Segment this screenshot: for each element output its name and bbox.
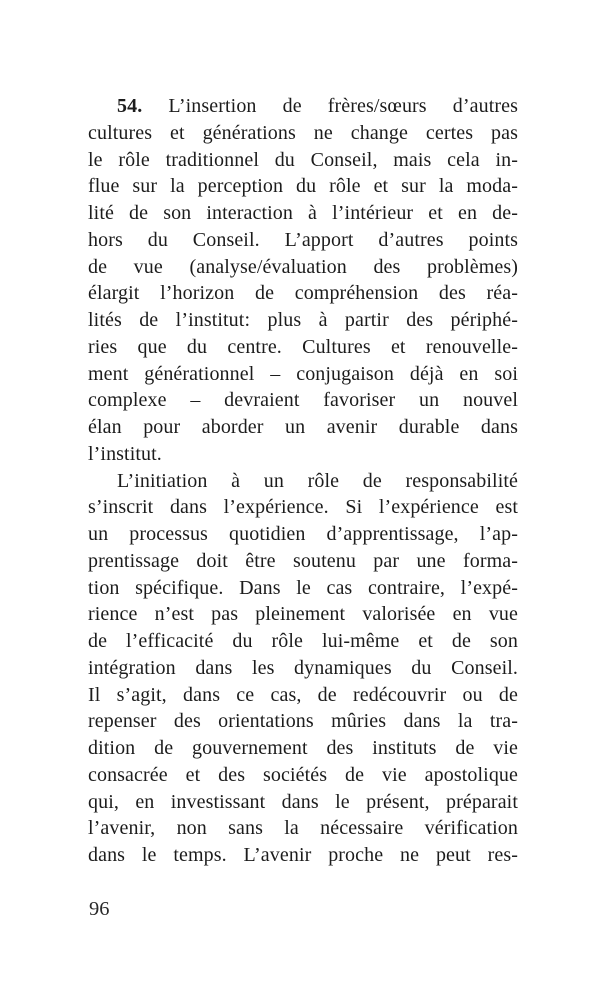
text-line: hors du Conseil. L’apport d’autres points — [88, 228, 518, 251]
text-line: l’institut. — [88, 442, 162, 465]
text-line: ment générationnel – conjugaison déjà en soi — [88, 362, 518, 385]
text-line: Il s’agit, dans ce cas, de redécouvrir ou de — [88, 683, 518, 706]
text-line: prentissage doit être soutenu par une forma- — [88, 549, 518, 572]
text-line: s’inscrit dans l’expérience. Si l’expérience est — [88, 496, 518, 519]
paragraph-initiation — [88, 468, 518, 869]
text-line: le rôle traditionnel du Conseil, mais cela in- — [88, 148, 518, 171]
text-line: de l’efficacité du rôle lui-même et de son — [88, 630, 518, 652]
text-line: repenser des orientations mûries dans la tra- — [88, 710, 518, 733]
text-line: L’initiation à un rôle de responsabilité — [117, 469, 518, 492]
text-line: dans le temps. L’avenir proche ne peut res- — [88, 844, 518, 866]
paragraph-number: 54. — [117, 95, 143, 117]
text-line: rience n’est pas pleinement valorisée en vue — [88, 603, 518, 626]
text-line-fragment: L’insertion de frères/sœurs d’autres — [142, 95, 518, 117]
paragraph-54 — [88, 93, 518, 468]
text-line: un processus quotidien d’apprentissage, l’ap- — [88, 523, 518, 545]
text-line: cultures et générations ne change certes pas — [88, 121, 518, 144]
text-line: l’avenir, non sans la nécessaire vérification — [88, 817, 518, 840]
text-line: intégration dans les dynamiques du Conseil. — [88, 656, 518, 679]
text-line: qui, en investissant dans le présent, préparait — [88, 790, 518, 813]
page-number: 96 — [89, 898, 110, 920]
text-line — [88, 93, 518, 120]
text-line: élargit l’horizon de compréhension des réa- — [88, 282, 518, 305]
text-line: tion spécifique. Dans le cas contraire, l’expé- — [88, 576, 518, 599]
text-line: lités de l’institut: plus à partir des périphé- — [88, 309, 518, 331]
text-line: de vue (analyse/évaluation des problèmes) — [88, 255, 518, 278]
text-line: élan pour aborder un avenir durable dans — [88, 416, 518, 438]
text-line: dition de gouvernement des instituts de vie — [88, 737, 518, 759]
text-line: complexe – devraient favoriser un nouvel — [88, 389, 518, 412]
text-line: ries que du centre. Cultures et renouvelle- — [88, 335, 518, 358]
text-line: consacrée et des sociétés de vie apostolique — [88, 763, 518, 786]
text-line: lité de son interaction à l’intérieur et en de- — [88, 202, 518, 224]
text-block — [88, 93, 518, 869]
text-line: flue sur la perception du rôle et sur la moda- — [88, 175, 518, 198]
